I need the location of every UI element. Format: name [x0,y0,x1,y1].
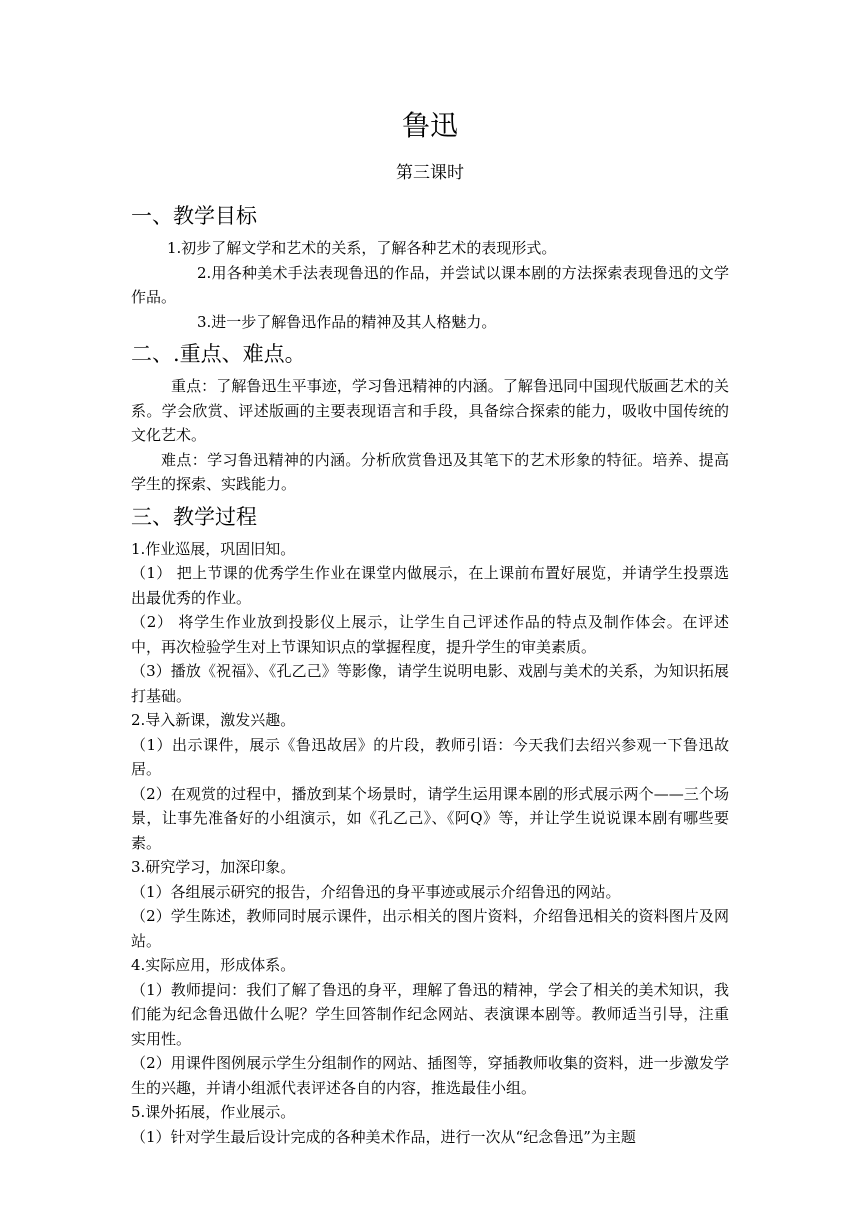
paragraph: 难点：学习鲁迅精神的内涵。分析欣赏鲁迅及其笔下的艺术形象的特征。培养、提高学生的探索、实践能力。 [131,450,729,493]
paragraph: （2）在观赏的过程中，播放到某个场景时，请学生运用课本剧的形式展示两个——三个场景，让事先准备好的小组演示，如《孔乙己》、《阿Q》等，并让学生说说课本剧有哪些要素。 [131,784,729,852]
paragraph: 3.研究学习，加深印象。 [131,858,296,876]
paragraph: 5.课外拓展，作业展示。 [131,1103,296,1121]
paragraph: （1）教师提问：我们了解了鲁迅的身平，理解了鲁迅的精神，学会了相关的美术知识，我们能为纪念鲁迅做什么呢？学生回答制作纪念网站、表演课本剧等。教师适当引导，注重实用性。 [131,980,729,1048]
section-heading-key-points: 二、.重点、难点。 [131,342,306,366]
paragraph: 4.实际应用，形成体系。 [131,956,296,974]
paragraph: 3.进一步了解鲁迅作品的精神及其人格魅力。 [197,312,497,331]
paragraph: （2）用课件图例展示学生分组制作的网站、插图等，穿插教师收集的资料，进一步激发学生的兴趣，并请小组派代表评述各自的内容，推选最佳小组。 [131,1054,729,1097]
paragraph: 1.初步了解文学和艺术的关系，了解各种艺术的表现形式。 [167,239,557,257]
paragraph: 1.作业巡展，巩固旧知。 [131,539,296,558]
paragraph: （1）出示课件，展示《鲁迅故居》的片段，教师引语：今天我们去绍兴参观一下鲁迅故居。 [131,735,729,778]
section-heading-objectives: 一、教学目标 [131,204,257,228]
page-subtitle: 第三课时 [396,163,464,183]
page-title: 鲁迅 [401,109,458,142]
paragraph: （1）各组展示研究的报告，介绍鲁迅的身平事迹或展示介绍鲁迅的网站。 [131,882,621,901]
section-heading-process: 三、教学过程 [131,504,257,529]
paragraph: （3）播放《祝福》、《孔乙己》等影像，请学生说明电影、戏剧与美术的关系，为知识拓展打基础。 [131,662,729,705]
paragraph: 2.用各种美术手法表现鲁迅的作品，并尝试以课本剧的方法探索表现鲁迅的文学作品。 [131,263,729,306]
paragraph: （1） 把上节课的优秀学生作业在课堂内做展示，在上课前布置好展览，并请学生投票选出最优秀的作业。 [131,564,729,607]
paragraph: （2） 将学生作业放到投影仪上展示，让学生自己评述作品的特点及制作体会。在评述中，再次检验学生对上节课知识点的掌握程度，提升学生的审美素质。 [131,613,729,656]
paragraph: 重点：了解鲁迅生平事迹，学习鲁迅精神的内涵。了解鲁迅同中国现代版画艺术的关系。学会欣赏、评述版画的主要表现语言和手段，具备综合探索的能力，吸收中国传统的文化艺术。 [131,377,729,444]
paragraph: 2.导入新课，激发兴趣。 [131,711,296,729]
paragraph: （2）学生陈述，教师同时展示课件，出示相关的图片资料，介绍鲁迅相关的资料图片及网站。 [131,907,729,950]
document-body [131,200,729,1149]
paragraph: （1）针对学生最后设计完成的各种美术作品，进行一次从“纪念鲁迅”为主题 [131,1127,636,1146]
